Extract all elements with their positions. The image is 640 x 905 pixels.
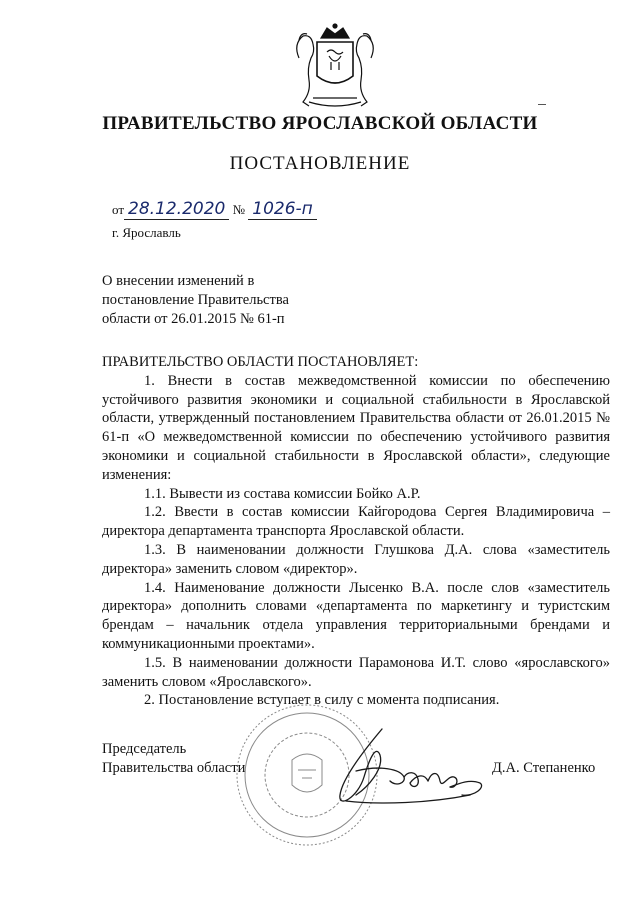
resolution-lead: ПРАВИТЕЛЬСТВО ОБЛАСТИ ПОСТАНОВЛЯЕТ: [102,354,419,370]
subject-block [102,272,289,329]
signatory-title-line: Правительства области [102,760,246,776]
handwritten-date: 28.12.2020 [128,199,226,219]
subject-line: постановление Правительства [102,292,289,308]
date-prefix: от [112,202,125,217]
paragraph-1-1: 1.1. Вывести из состава комиссии Бойко А.Р. [144,485,421,502]
scan-mark [538,104,546,105]
paragraph-1-4: 1.4. Наименование должности Лысенко В.А. после слов «заместитель директора» дополнить словами «департамента по маркетингу и туристским брендам – начальник отдела управления территориальными брендами и коммуникационными проектами». [102,579,610,652]
paragraph-1-2: 1.2. Ввести в состав комиссии Кайгородова Сергея Владимировича – директора департамента транспорта Ярославской области. [102,504,610,540]
paragraph-2: 2. Постановление вступает в силу с момента подписания. [144,692,500,709]
handwritten-number: 1026-п [252,199,313,219]
resolution-body [102,353,610,710]
paragraph-1-3: 1.3. В наименовании должности Глушкова Д.А. слова «заместитель директора» заменить словом «директор». [102,541,610,577]
paragraph-1: 1. Внести в состав межведомственной комиссии по обеспечению устойчивого развития экономики и социальной стабильности в Ярославской области, утвержденный постановлением Правительства области от 26.01.2015 № 61-п «О межведомственной комиссии по обеспечению устойчивого развития экономики и социальной стабильности в Ярославской области», следующие изменения: [102,372,610,483]
date-number-line [112,199,317,220]
paragraph-1-5: 1.5. В наименовании должности Парамонова И.Т. слово «ярославского» заменить словом «Ярославского». [102,654,610,690]
city: г. Ярославль [112,225,181,240]
government-title: ПРАВИТЕЛЬСТВО ЯРОСЛАВСКОЙ ОБЛАСТИ [102,113,538,134]
signatory-title-line: Председатель [102,741,187,757]
document-type: ПОСТАНОВЛЕНИЕ [229,153,411,174]
subject-line: О внесении изменений в [102,273,255,289]
coat-of-arms-emblem [287,18,383,110]
number-prefix: № [232,202,246,217]
signatory-name: Д.А. Степаненко [492,760,596,776]
signature [320,725,490,815]
subject-line: области от 26.01.2015 № 61-п [102,311,285,327]
signatory-title [102,740,245,778]
